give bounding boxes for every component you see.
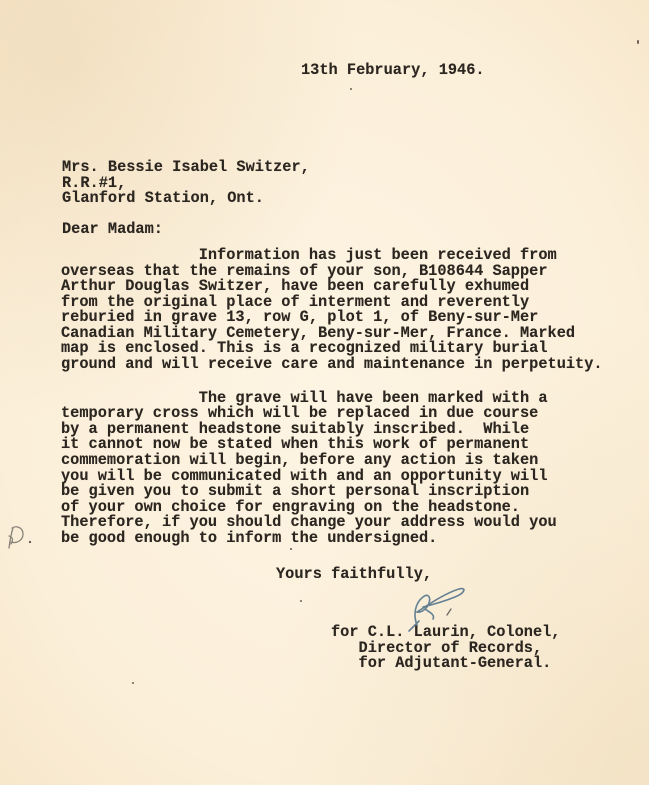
paragraph-line: of your own choice for engraving on the headstone. [61, 498, 520, 516]
paragraph-line: you will be communicated with and an opportunity will [61, 467, 548, 485]
paragraph-line: by a permanent headstone suitably inscribed. While [61, 420, 530, 438]
signature-line-3: for Adjutant-General. [331, 654, 552, 672]
paragraph-line: reburied in grave 13, row G, plot 1, of Beny-sur-Mer [61, 308, 539, 326]
paragraph-line: The grave will have been marked with a [61, 389, 548, 407]
paper-speck [132, 682, 134, 684]
margin-annotation-mark [3, 522, 33, 552]
paragraph-line: overseas that the remains of your son, B108644 Sapper [61, 262, 548, 280]
paragraph-line: temporary cross which will be replaced in due course [61, 404, 539, 422]
paragraph-line: Canadian Military Cemetery, Beny-sur-Mer, France. Marked [61, 324, 576, 342]
paper-speck [300, 600, 302, 602]
paragraph-line: it cannot now be stated when this work of permanent [61, 435, 530, 453]
paragraph-line: from the original place of interment and reverently [61, 293, 530, 311]
paragraph-line: Information has just been received from [61, 246, 557, 264]
signature-line-2: Director of Records, [331, 639, 543, 657]
recipient-name: Mrs. Bessie Isabel Switzer, [62, 158, 310, 176]
paragraph-line: Arthur Douglas Switzer, have been carefully exhumed [61, 277, 530, 295]
paragraph-line: map is enclosed. This is a recognized military burial [61, 339, 548, 357]
recipient-location: Glanford Station, Ont. [62, 189, 264, 207]
paragraph-line: ground and will receive care and maintenance in perpetuity. [61, 355, 603, 373]
paragraph-line: commemoration will begin, before any action is taken [61, 451, 539, 469]
signature-line-1: for C.L. Laurin, Colonel, [331, 623, 561, 641]
salutation: Dear Madam: [62, 220, 163, 238]
paragraph-line: be good enough to inform the undersigned. [61, 529, 438, 547]
paper-speck [637, 40, 639, 44]
closing: Yours faithfully, [276, 565, 433, 583]
recipient-route: R.R.#1, [62, 174, 127, 192]
letter-date: 13th February, 1946. [301, 61, 485, 79]
paragraph-line: Therefore, if you should change your address would you [61, 513, 557, 531]
paragraph-line: be given you to submit a short personal inscription [61, 482, 530, 500]
paper-speck [290, 548, 292, 550]
paper-speck [350, 88, 352, 90]
